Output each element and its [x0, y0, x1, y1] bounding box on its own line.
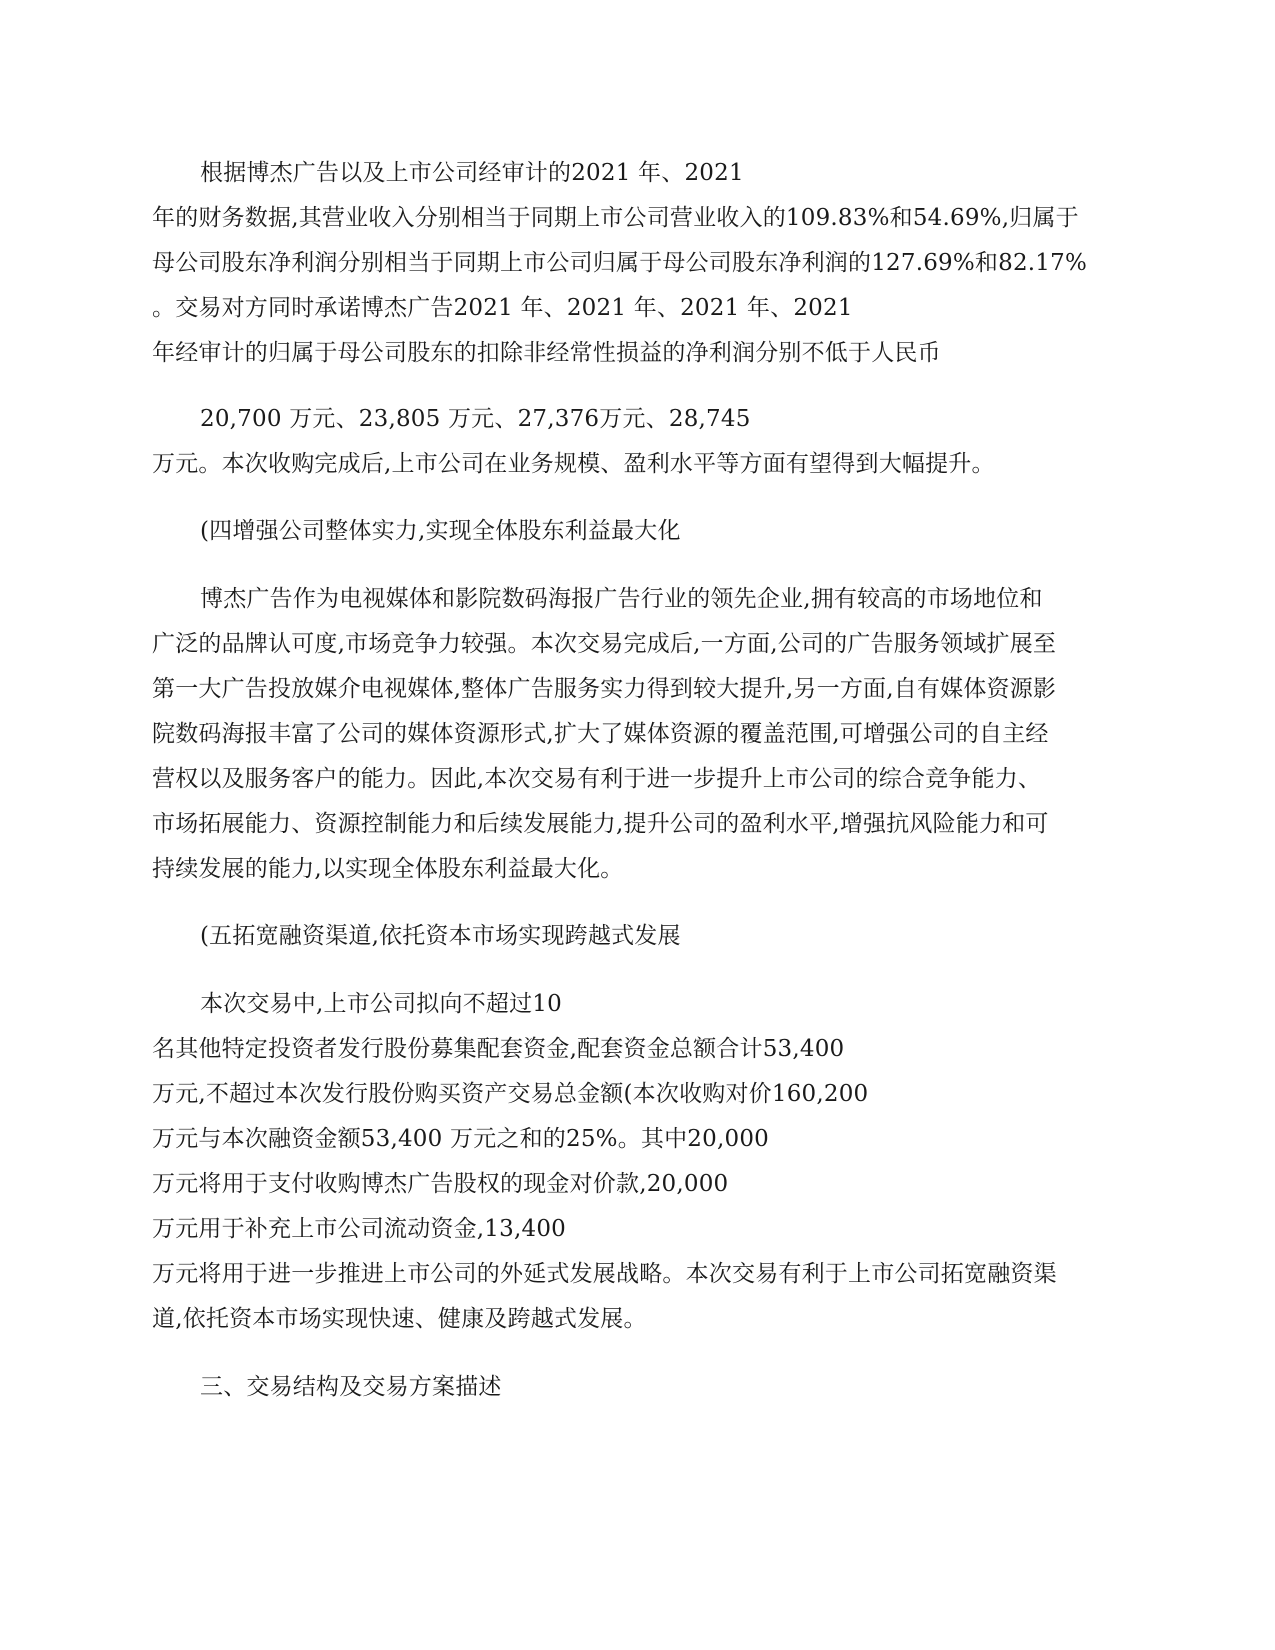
- paragraph-1-line-2: 年的财务数据,其营业收入分别相当于同期上市公司营业收入的109.83%和54.69%,归属于: [152, 205, 1079, 231]
- paragraph-4-line-4: 万元与本次融资金额53,400 万元之和的25%。其中20,000: [152, 1126, 769, 1152]
- paragraph-4-line-7: 万元将用于进一步推进上市公司的外延式发展战略。本次交易有利于上市公司拓宽融资渠: [152, 1261, 1057, 1287]
- section-heading-3: 三、交易结构及交易方案描述: [200, 1374, 502, 1400]
- paragraph-2-line-1: 20,700 万元、23,805 万元、27,376万元、28,745: [200, 406, 751, 432]
- paragraph-4-line-2: 名其他特定投资者发行股份募集配套资金,配套资金总额合计53,400: [152, 1036, 845, 1062]
- paragraph-4-line-6: 万元用于补充上市公司流动资金,13,400: [152, 1216, 566, 1242]
- paragraph-3-line-7: 持续发展的能力,以实现全体股东利益最大化。: [152, 856, 624, 882]
- paragraph-4-line-3: 万元,不超过本次发行股份购买资产交易总金额(本次收购对价160,200: [152, 1081, 869, 1107]
- paragraph-3-line-2: 广泛的品牌认可度,市场竞争力较强。本次交易完成后,一方面,公司的广告服务领域扩展至: [152, 631, 1057, 657]
- paragraph-3-line-4: 院数码海报丰富了公司的媒体资源形式,扩大了媒体资源的覆盖范围,可增强公司的自主经: [152, 721, 1049, 747]
- paragraph-1-line-5: 年经审计的归属于母公司股东的扣除非经常性损益的净利润分别不低于人民币: [152, 340, 941, 366]
- paragraph-2-line-2: 万元。本次收购完成后,上市公司在业务规模、盈利水平等方面有望得到大幅提升。: [152, 451, 995, 477]
- paragraph-1-line-4: 。交易对方同时承诺博杰广告2021 年、2021 年、2021 年、2021: [152, 295, 853, 321]
- paragraph-3-line-3: 第一大广告投放媒介电视媒体,整体广告服务实力得到较大提升,另一方面,自有媒体资源影: [152, 676, 1057, 702]
- paragraph-4-line-8: 道,依托资本市场实现快速、健康及跨越式发展。: [152, 1306, 647, 1332]
- paragraph-3-line-6: 市场拓展能力、资源控制能力和后续发展能力,提升公司的盈利水平,增强抗风险能力和可: [152, 811, 1049, 837]
- paragraph-3-line-5: 营权以及服务客户的能力。因此,本次交易有利于进一步提升上市公司的综合竞争能力、: [152, 766, 1042, 792]
- paragraph-1-line-3: 母公司股东净利润分别相当于同期上市公司归属于母公司股东净利润的127.69%和82.17%: [152, 250, 1088, 276]
- paragraph-3-line-1: 博杰广告作为电视媒体和影院数码海报广告行业的领先企业,拥有较高的市场地位和: [200, 586, 1043, 612]
- paragraph-4-line-5: 万元将用于支付收购博杰广告股权的现金对价款,20,000: [152, 1171, 729, 1197]
- paragraph-4-line-1: 本次交易中,上市公司拟向不超过10: [200, 991, 562, 1017]
- section-heading-5: (五拓宽融资渠道,依托资本市场实现跨越式发展: [200, 923, 681, 949]
- section-heading-4: (四增强公司整体实力,实现全体股东利益最大化: [200, 518, 681, 544]
- paragraph-1-line-1: 根据博杰广告以及上市公司经审计的2021 年、2021: [200, 160, 744, 186]
